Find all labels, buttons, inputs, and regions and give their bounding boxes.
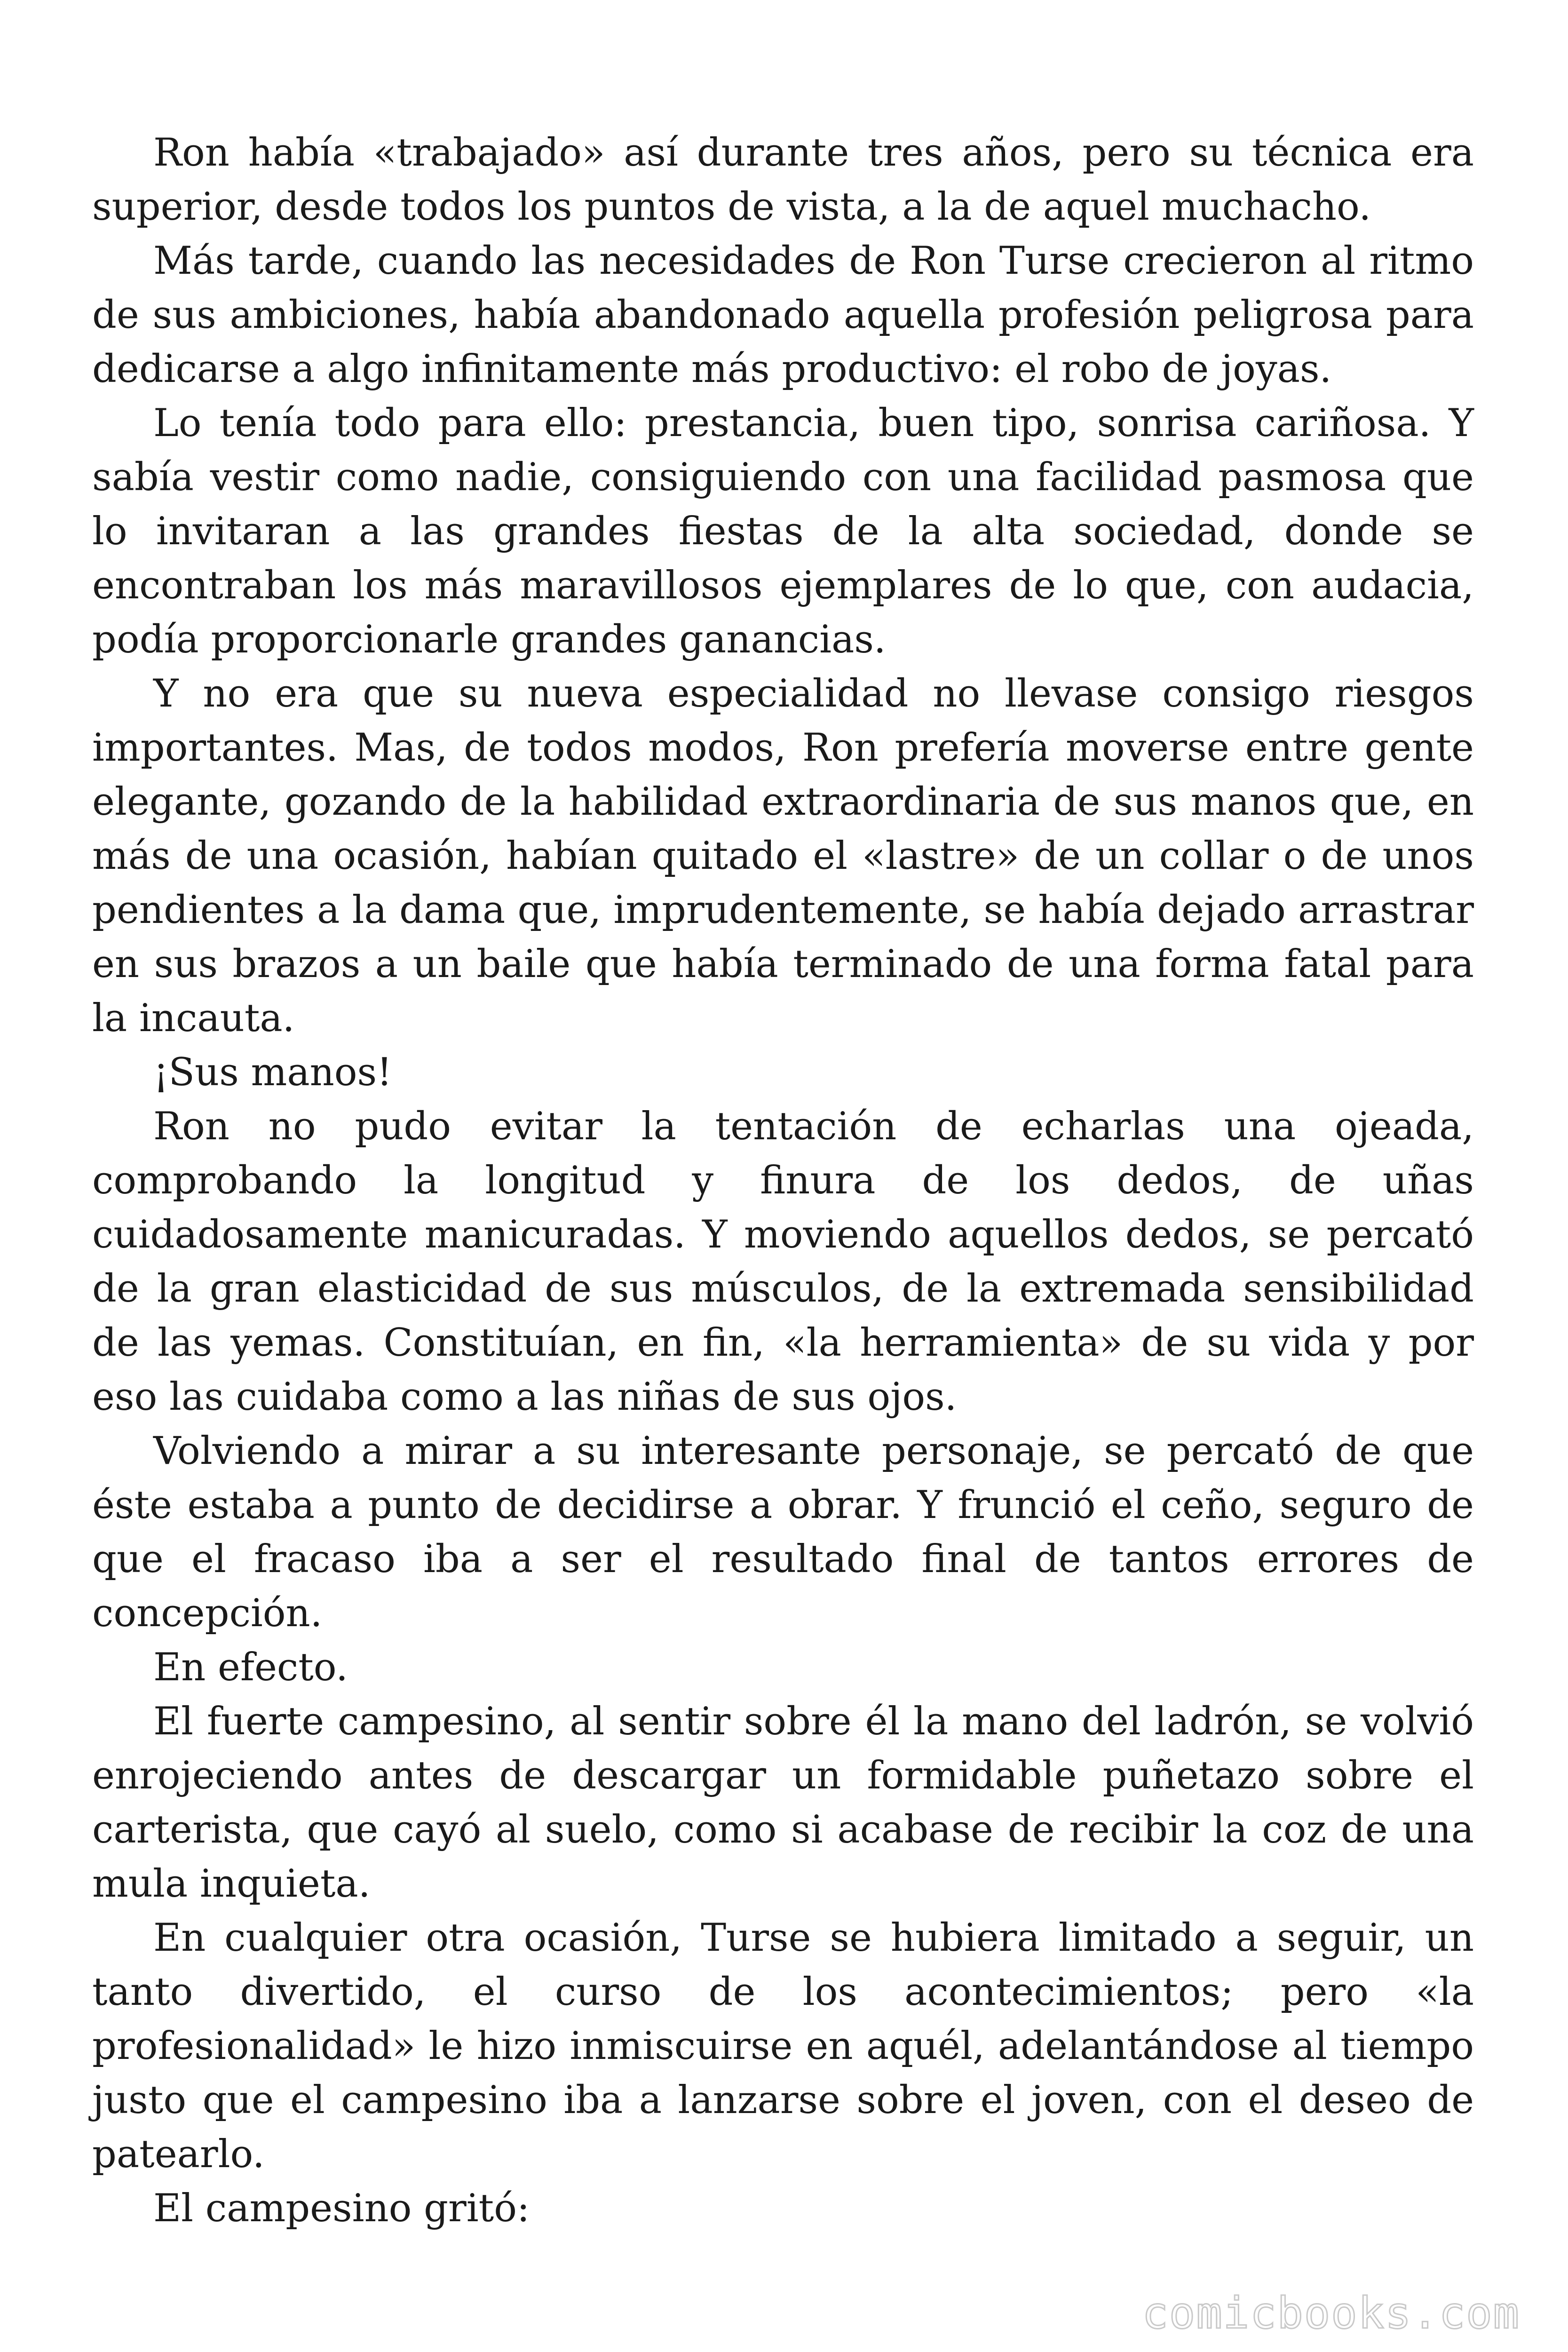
paragraph: El fuerte campesino, al sentir sobre él la mano del ladrón, se volvió enrojeciendo antes de descargar un formidable puñetazo sobre el carterista, que cayó al suelo, como si acabase de recibir la coz de una mula inquieta. — [92, 1700, 1474, 1906]
watermark: comicbooks.com — [1142, 2288, 1520, 2338]
paragraph: Lo tenía todo para ello: prestancia, buen tipo, sonrisa cariñosa. Y sabía vestir como nadie, consiguiendo con una facilidad pasmosa que lo invitaran a las grandes fiestas de la alta sociedad, donde se encontraban los más maravillosos ejemplares de lo que, con audacia, podía proporcionarle grandes ganancias. — [92, 401, 1474, 662]
paragraph: Ron no pudo evitar la tentación de echarlas una ojeada, comprobando la longitud y finura de los dedos, de uñas cuidadosamente manicuradas. Y moviendo aquellos dedos, se percató de la gran elasticidad de sus músculos, de la extremada sensibilidad de las yemas. Constituían, en fin, «la herramienta» de su vida y por eso las cuidaba como a las niñas de sus ojos. — [92, 1104, 1474, 1419]
paragraph: Y no era que su nueva especialidad no llevase consigo riesgos importantes. Mas, de todos modos, Ron prefería moverse entre gente elegante, gozando de la habilidad extraordinaria de sus manos que, en más de una ocasión, habían quitado el «lastre» de un collar o de unos pendientes a la dama que, imprudentemente, se había dejado arrastrar en sus brazos a un baile que había terminado de una forma fatal para la incauta. — [92, 672, 1474, 1041]
body-text — [92, 126, 1474, 2236]
paragraph: Volviendo a mirar a su interesante personaje, se percató de que éste estaba a punto de decidirse a obrar. Y frunció el ceño, seguro de que el fracaso iba a ser el resultado final de tantos errores de concepción. — [92, 1429, 1474, 1636]
paragraph: Ron había «trabajado» así durante tres años, pero su técnica era superior, desde todos los puntos de vista, a la de aquel muchacho. — [92, 131, 1474, 229]
paragraph: El campesino gritó: — [153, 2186, 530, 2231]
paragraph: En cualquier otra ocasión, Turse se hubiera limitado a seguir, un tanto divertido, el curso de los acontecimientos; pero «la profesionalidad» le hizo inmiscuirse en aquél, adelantándose al tiempo justo que el campesino iba a lanzarse sobre el joven, con el deseo de patearlo. — [92, 1916, 1474, 2177]
paragraph: ¡Sus manos! — [153, 1050, 392, 1095]
paragraph: Más tarde, cuando las necesidades de Ron Turse crecieron al ritmo de sus ambiciones, había abandonado aquella profesión peligrosa para dedicarse a algo infinitamente más productivo: el robo de joyas. — [92, 239, 1474, 391]
paragraph: En efecto. — [153, 1645, 348, 1690]
